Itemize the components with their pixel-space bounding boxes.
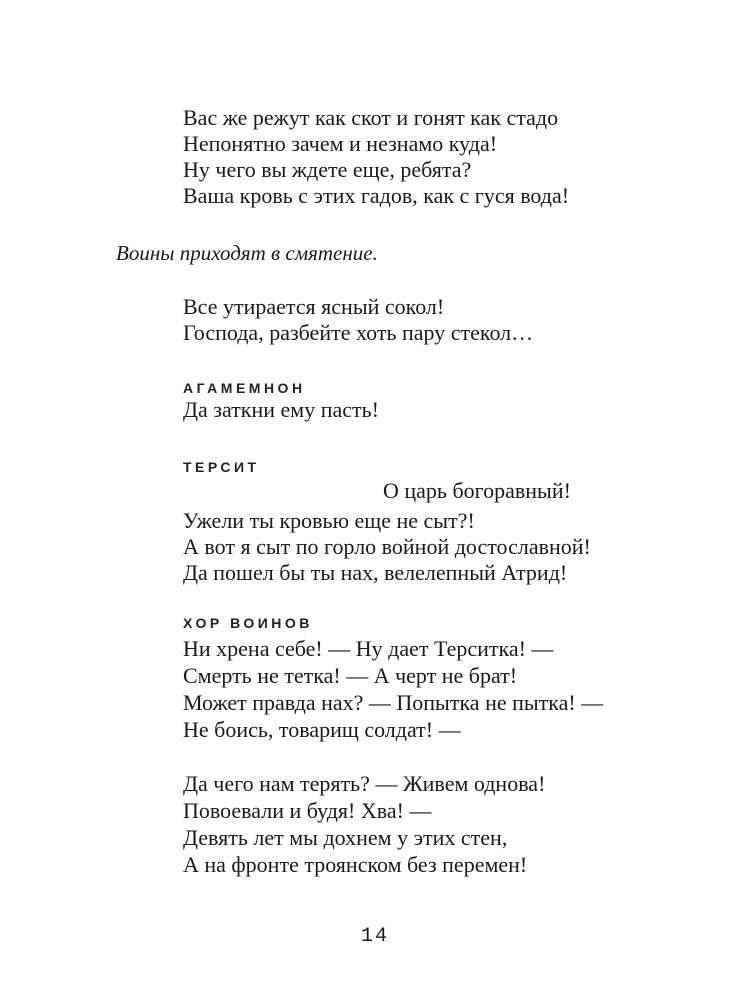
verse-line: Не боись, товарищ солдат! —	[183, 717, 461, 742]
verse-line: Все утирается ясный сокол!	[183, 294, 445, 319]
verse-line: Ни хрена себе! — Ну дает Терситка! —	[183, 636, 554, 661]
speaker-name: ХОР ВОИНОВ	[183, 615, 313, 631]
verse-line: Ужели ты кровью еще не сыт?!	[183, 508, 475, 533]
verse-line-indented: О царь богоравный!	[383, 478, 571, 503]
verse-line: Ну чего вы ждете еще, ребята?	[183, 157, 472, 182]
page-number: 14	[360, 925, 389, 948]
verse-line: Да чего нам терять? — Живем однова!	[183, 771, 546, 796]
verse-line: Вас же режут как скот и гонят как стадо	[183, 105, 559, 130]
speaker-name: ТЕРСИТ	[183, 459, 260, 475]
verse-line: А на фронте троянском без перемен!	[183, 852, 528, 877]
speaker-name: АГАМЕМНОН	[183, 380, 306, 396]
verse-line: Да пошел бы ты нах, велелепный Атрид!	[183, 560, 568, 585]
verse-line: Может правда нах? — Попытка не пытка! —	[183, 690, 604, 715]
verse-line: Повоевали и будя! Хва! —	[183, 798, 432, 823]
verse-line: Господа, разбейте хоть пару стекол…	[183, 320, 534, 345]
verse-line: Непонятно зачем и незнамо куда!	[183, 131, 498, 156]
stage-direction: Воины приходят в смятение.	[116, 241, 378, 265]
verse-line: Девять лет мы дохнем у этих стен,	[183, 825, 508, 850]
verse-line: Смерть не тетка! — А черт не брат!	[183, 663, 518, 688]
verse-line: Ваша кровь с этих гадов, как с гуся вода!	[183, 183, 570, 208]
verse-line: А вот я сыт по горло войной достославной!	[183, 534, 591, 559]
verse-line: Да заткни ему пасть!	[183, 397, 379, 422]
